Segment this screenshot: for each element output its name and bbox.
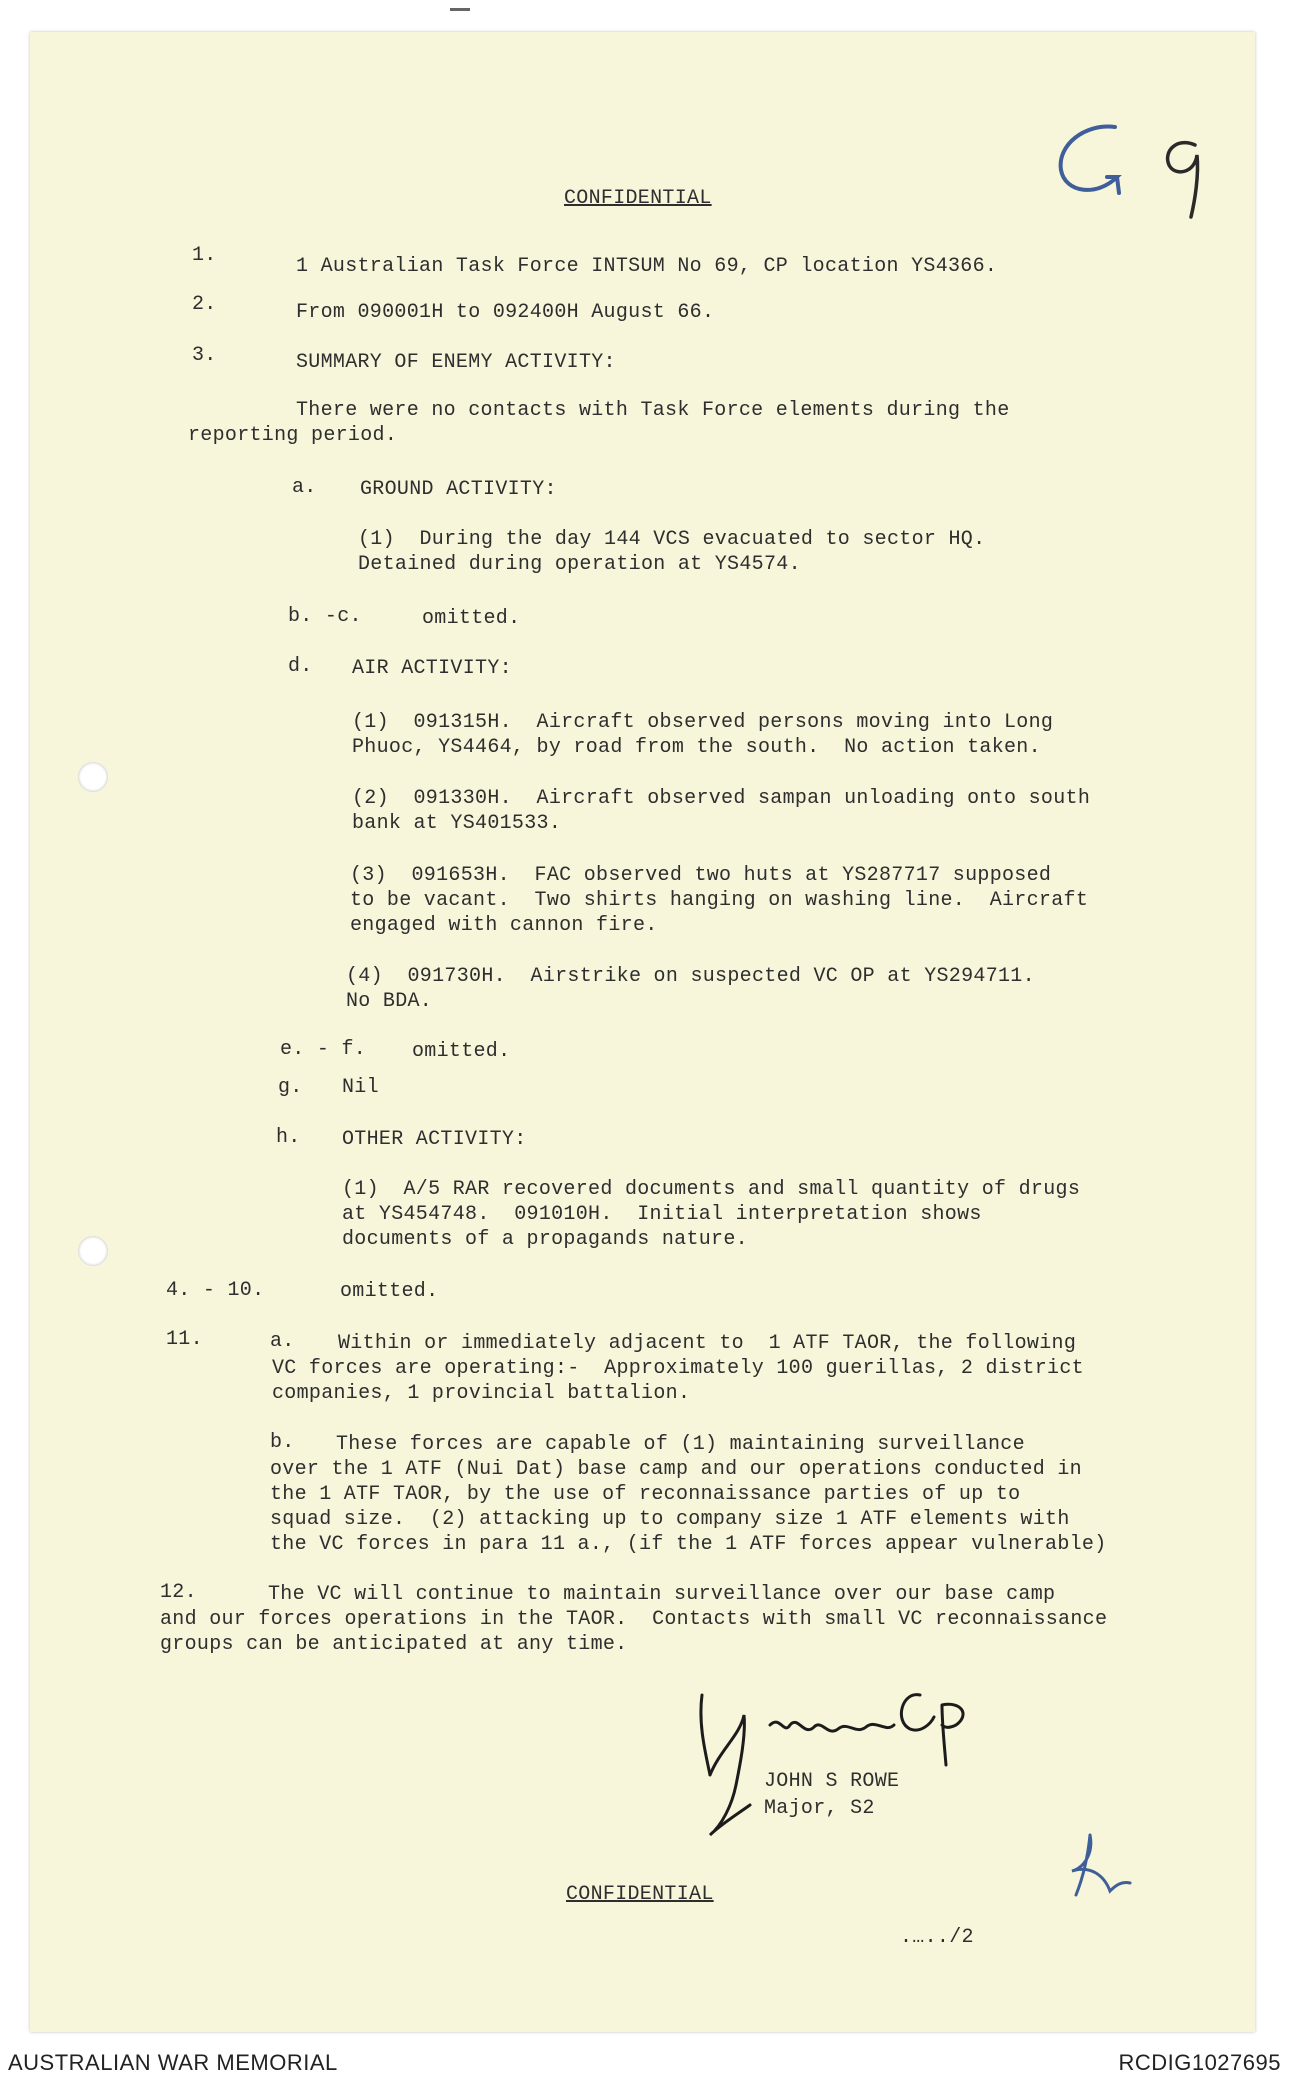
signature-name: JOHN S ROWE [764, 1770, 900, 1793]
para-3-heading: SUMMARY OF ENEMY ACTIVITY: [296, 351, 616, 374]
para-3g-label: g. [278, 1076, 303, 1099]
punch-hole-top [78, 762, 108, 792]
para-3ef-text: omitted. [412, 1040, 511, 1063]
para-11b-line-4: squad size. (2) attacking up to company size 1 ATF elements with [270, 1508, 1070, 1531]
para-4-10-text: omitted. [340, 1280, 439, 1303]
para-3bc-label: b. -c. [288, 605, 362, 628]
archive-reference: RCDIG1027695 [1118, 2050, 1281, 2075]
para-3a-item-1-line-1: (1) During the day 144 VCS evacuated to sector HQ. [358, 528, 986, 551]
para-3ef-label: e. - f. [280, 1038, 367, 1061]
para-12-line-2: and our forces operations in the TAOR. Contacts with small VC reconnaissance [160, 1608, 1108, 1631]
para-3h-label: h. [276, 1126, 301, 1149]
para-2-text: From 090001H to 092400H August 66. [296, 301, 715, 324]
para-3d-heading: AIR ACTIVITY: [352, 657, 512, 680]
para-2-number: 2. [192, 293, 217, 316]
classification-header: CONFIDENTIAL [564, 187, 712, 210]
para-11b-line-1: These forces are capable of (1) maintaining surveillance [336, 1433, 1025, 1456]
handwritten-initial [1060, 1825, 1150, 1905]
para-1-number: 1. [192, 244, 217, 267]
para-3-number: 3. [192, 344, 217, 367]
para-11a-label: a. [270, 1330, 295, 1353]
para-3a-label: a. [292, 476, 317, 499]
para-12-line-1: The VC will continue to maintain surveillance over our base camp [268, 1583, 1056, 1606]
scan-mark [450, 0, 470, 11]
para-11b-line-5: the VC forces in para 11 a., (if the 1 ATF forces appear vulnerable) [270, 1533, 1107, 1556]
para-3d-item-2-line-1: (2) 091330H. Aircraft observed sampan unloading onto south [352, 787, 1091, 810]
para-3d-item-4-line-2: No BDA. [346, 990, 433, 1013]
para-11a-line-1: Within or immediately adjacent to 1 ATF TAOR, the following [338, 1332, 1077, 1355]
handwritten-signature [680, 1655, 1080, 1855]
para-3-intro-line-2: reporting period. [188, 424, 398, 447]
para-3d-item-3-line-3: engaged with cannon fire. [350, 914, 658, 937]
para-11-number: 11. [166, 1328, 203, 1351]
para-3a-item-1-line-2: Detained during operation at YS4574. [358, 553, 801, 576]
para-3-intro-line-1: There were no contacts with Task Force elements during the [296, 399, 1010, 422]
para-3g-text: Nil [342, 1076, 379, 1099]
para-3d-item-1-line-2: Phuoc, YS4464, by road from the south. No action taken. [352, 736, 1041, 759]
para-11a-line-3: companies, 1 provincial battalion. [272, 1382, 691, 1405]
para-3d-item-3-line-1: (3) 091653H. FAC observed two huts at YS287717 supposed [350, 864, 1052, 887]
para-11b-line-2: over the 1 ATF (Nui Dat) base camp and our operations conducted in [270, 1458, 1082, 1481]
para-3d-item-3-line-2: to be vacant. Two shirts hanging on washing line. Aircraft [350, 889, 1089, 912]
para-3h-item-1-line-1: (1) A/5 RAR recovered documents and small quantity of drugs [342, 1178, 1081, 1201]
para-11a-line-2: VC forces are operating:- Approximately 100 guerillas, 2 district [272, 1357, 1084, 1380]
para-3d-item-1-line-1: (1) 091315H. Aircraft observed persons moving into Long [352, 711, 1054, 734]
para-4-10-number: 4. - 10. [166, 1279, 265, 1302]
archive-caption: AUSTRALIAN WAR MEMORIAL [8, 2050, 338, 2075]
para-3a-heading: GROUND ACTIVITY: [360, 478, 557, 501]
classification-footer: CONFIDENTIAL [566, 1883, 714, 1906]
para-12-line-3: groups can be anticipated at any time. [160, 1633, 628, 1656]
para-3d-item-2-line-2: bank at YS401533. [352, 812, 562, 835]
para-3d-label: d. [288, 655, 313, 678]
signature-rank: Major, S2 [764, 1797, 875, 1820]
para-11b-line-3: the 1 ATF TAOR, by the use of reconnaissance parties of up to [270, 1483, 1021, 1506]
para-3h-item-1-line-3: documents of a propagands nature. [342, 1228, 748, 1251]
para-3h-item-1-line-2: at YS454748. 091010H. Initial interpretation shows [342, 1203, 982, 1226]
punch-hole-bottom [78, 1236, 108, 1266]
para-3d-item-4-line-1: (4) 091730H. Airstrike on suspected VC OP at YS294711. [346, 965, 1035, 988]
para-3bc-text: omitted. [422, 607, 521, 630]
page-continuation: .…../2 [900, 1926, 974, 1949]
para-11b-label: b. [270, 1431, 295, 1454]
handwritten-folio-g9 [1045, 115, 1225, 225]
para-12-number: 12. [160, 1581, 197, 1604]
para-3h-heading: OTHER ACTIVITY: [342, 1128, 527, 1151]
para-1-text: 1 Australian Task Force INTSUM No 69, CP location YS4366. [296, 255, 998, 278]
